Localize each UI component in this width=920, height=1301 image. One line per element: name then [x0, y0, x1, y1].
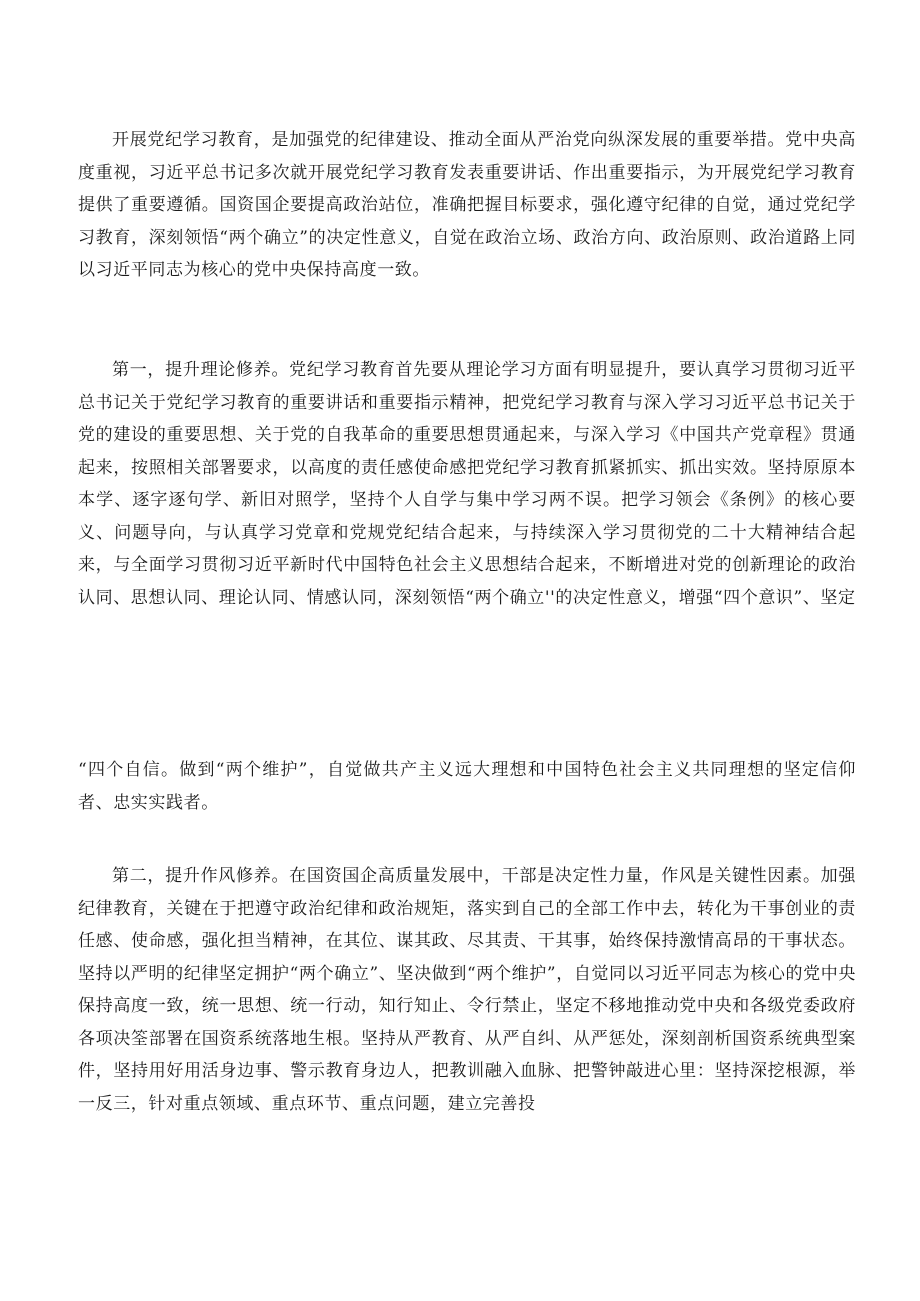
paragraph-first-continued: “四个自信。做到“两个维护”，自觉做共产主义远大理想和中国特色社会主义共同理想的坚定信仰者、忠实实践者。	[78, 760, 856, 813]
paragraph-second-style: 第二，提升作风修养。在国资国企高质量发展中，干部是决定性力量，作风是关键性因素。加强纪律教育，关键在于把遵守政治纪律和政治规矩，落实到自己的全部工作中去，转化为干事创业的责任感、使命感，强化担当精神，在其位、谋其政、尽其责、干其事，始终保持激情高昂的干事状态。坚持以严明的纪律坚定拥护“两个确立”、坚决做到“两个维护”，自觉同以习近平同志为核心的党中央保持高度一致，统一思想、统一行动，知行知止、令行禁止，坚定不移地推动党中央和各级党委政府各项决筌部署在国资系统落地生根。坚持从严教育、从严自纠、从严惩处，深刻剖析国资系统典型案件，坚持用好用活身边事、警示教育身边人，把教训融入血脉、把警钟敲进心里：坚持深挖根源，举一反三，针对重点领域、重点环节、重点问题，建立完善投	[78, 866, 856, 1114]
paragraph-intro: 开展党纪学习教育，是加强党的纪律建设、推动全面从严治党向纵深发展的重要举措。党中央高度重视，习近平总书记多次就开展党纪学习教育发表重要讲话、作出重要指示，为开展党纪学习教育提供了重要遵循。国资国企要提高政治站位，准确把握目标要求，强化遵守纪律的自觉，通过党纪学习教育，深刻领悟“两个确立”的决定性意义，自觉在政治立场、政治方向、政治原则、政治道路上同以习近平同志为核心的党中央保持高度一致。	[78, 130, 856, 280]
paragraph-first-theory: 第一，提升理论修养。党纪学习教育首先要从理论学习方面有明显提升，要认真学习贯彻习近平总书记关于党纪学习教育的重要讲话和重要指示精神，把党纪学习教育与深入学习习近平总书记关于党的建设的重要思想、关于党的自我革命的重要思想贯通起来，与深入学习《中国共产党章程》贯通起来，按照相关部署要求，以高度的责任感使命感把党纪学习教育抓紧抓实、抓出实效。坚持原原本本学、逐字逐句学、新旧对照学，坚持个人自学与集中学习两不误。把学习领会《条例》的核心要义、问题导向，与认真学习党章和党规党纪结合起来，与持续深入学习贯彻党的二十大精神结合起来，与全面学习贯彻习近平新时代中国特色社会主义思想结合起来，不断增进对党的创新理论的政治认同、思想认同、理论认同、情感认同，深刻领悟“两个确立''的决定性意义，增强“四个意识”、坚定	[78, 360, 856, 608]
